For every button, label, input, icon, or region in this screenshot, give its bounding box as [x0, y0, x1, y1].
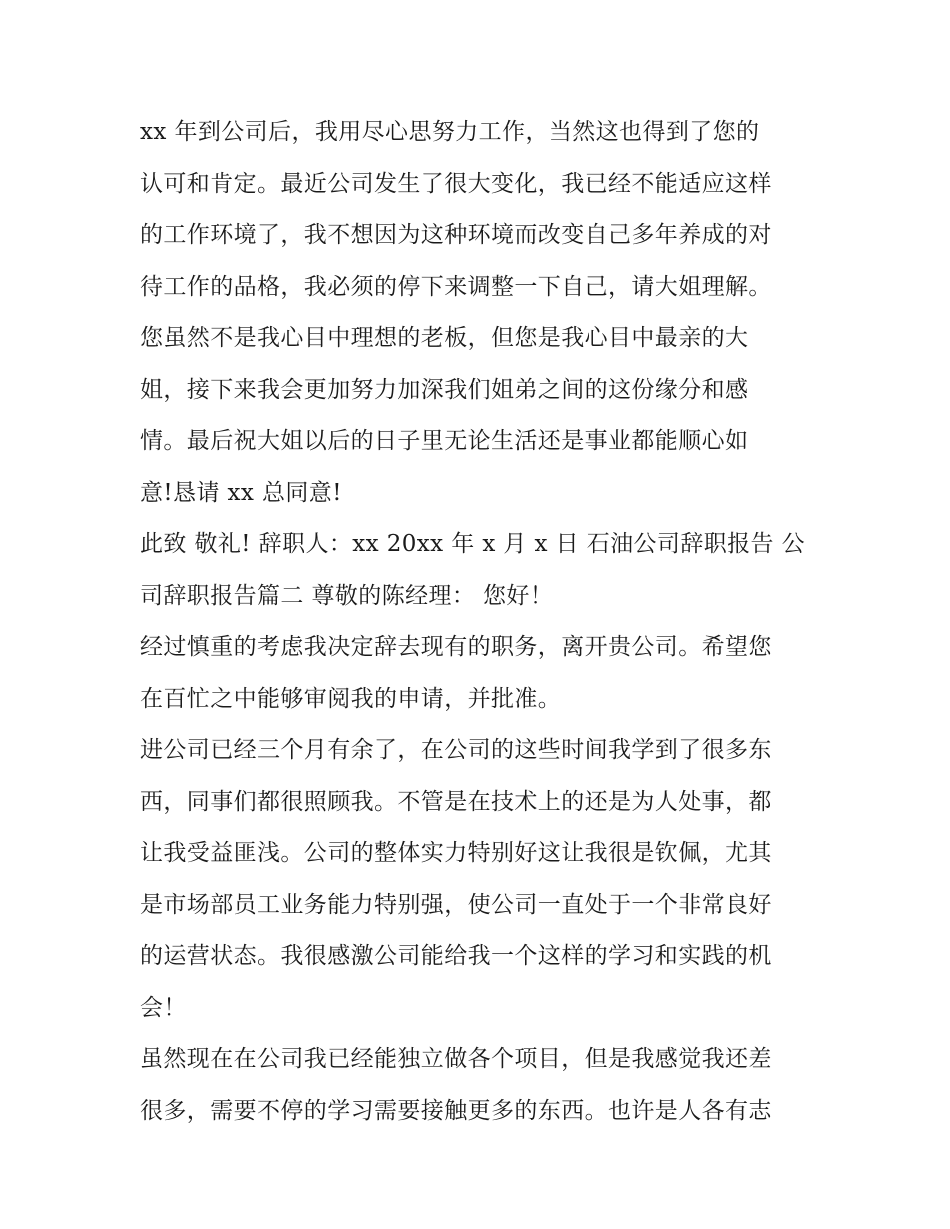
text-line: 此致 敬礼! 辞职人：xx 20xx 年 x 月 x 日 石油公司辞职报告 公	[140, 531, 806, 557]
text-line: 意!恳请 xx 总同意!	[140, 479, 342, 506]
text-line: 司辞职报告篇二 尊敬的陈经理： 您好！	[140, 582, 554, 609]
document-body	[140, 107, 820, 1137]
text-line: 让我受益匪浅。公司的整体实力特别好这让我很是钦佩，尤其	[140, 840, 772, 866]
text-line: 待工作的品格，我必须的停下来调整一下自己，请大姐理解。	[140, 273, 772, 300]
text-line: 进公司已经三个月有余了，在公司的这些时间我学到了很多东	[140, 737, 772, 763]
text-line: 会！	[140, 994, 187, 1021]
text-line: 经过慎重的考虑我决定辞去现有的职务，离开贵公司。希望您	[140, 634, 772, 660]
text-line: xx 年到公司后，我用尽心思努力工作，当然这也得到了您的	[140, 119, 760, 145]
text-line: 是市场部员工业务能力特别强，使公司一直处于一个非常良好	[140, 891, 772, 918]
text-line: 虽然现在在公司我已经能独立做各个项目，但是我感觉我还差	[140, 1046, 772, 1072]
text-line: 您虽然不是我心目中理想的老板，但您是我心目中最亲的大	[140, 325, 749, 351]
text-line: 的运营状态。我很感激公司能给我一个这样的学习和实践的机	[140, 943, 772, 969]
text-line: 姐，接下来我会更加努力加深我们姐弟之间的这份缘分和感	[140, 376, 749, 403]
text-line: 情。最后祝大姐以后的日子里无论生活还是事业都能顺心如	[140, 428, 749, 454]
text-line: 认可和肯定。最近公司发生了很大变化，我已经不能适应这样	[140, 170, 772, 197]
text-line: 很多，需要不停的学习需要接触更多的东西。也许是人各有志	[140, 1097, 772, 1124]
text-line: 的工作环境了，我不想因为这种环境而改变自己多年养成的对	[140, 222, 772, 248]
text-line: 西，同事们都很照顾我。不管是在技术上的还是为人处事，都	[140, 788, 772, 815]
text-line: 在百忙之中能够审阅我的申请，并批准。	[140, 685, 562, 712]
